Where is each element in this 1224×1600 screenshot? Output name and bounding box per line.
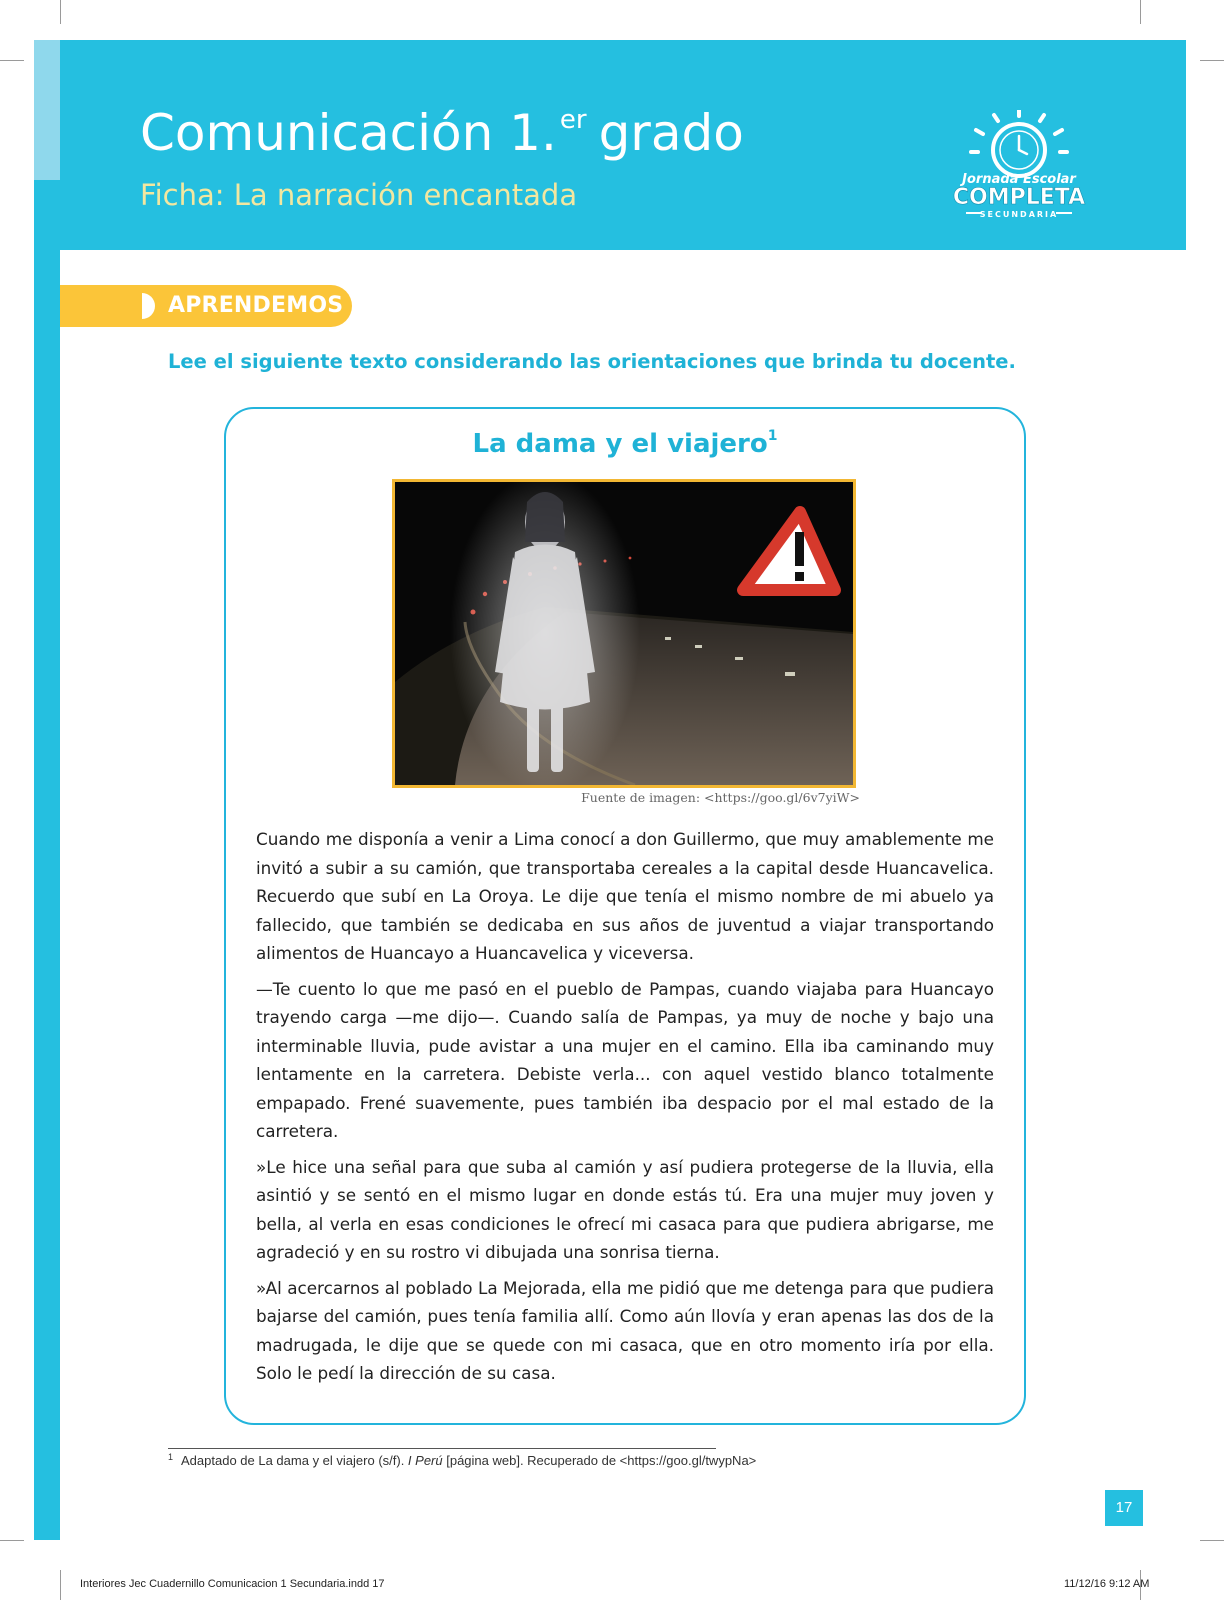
reading-instruction: Lee el siguiente texto considerando las orientaciones que brinda tu docente. <box>168 350 1016 373</box>
story-paragraph: »Le hice una señal para que suba al camión y así pudiera protegerse de la lluvia, ella asintió y se sentó en el mismo lugar en donde estás tú. Era una mujer muy joven y bella, al verla en esas condiciones le ofrecí mi casaca para que pudiera abrigarse, me agradeció y en su rostro vi dibujada una sonrisa tierna. <box>256 1156 994 1262</box>
page-number: 17 <box>1105 1490 1143 1526</box>
page-subtitle: Ficha: La narración encantada <box>140 178 578 212</box>
logo-line-3: SECUNDARIA <box>979 210 1059 219</box>
crop-mark <box>1140 0 1141 24</box>
story-title-text: La dama y el viajero <box>472 429 768 459</box>
crop-mark <box>0 60 24 61</box>
crop-mark <box>60 1570 61 1600</box>
crop-mark <box>60 0 61 24</box>
sun-clock-icon <box>971 110 1067 176</box>
logo-line-2: COMPLETA <box>952 185 1086 210</box>
jornada-escolar-logo <box>944 110 1094 225</box>
story-title <box>224 428 1026 459</box>
footnote-text: Adaptado de La dama y el viajero (s/f). <box>181 1453 408 1468</box>
story-title-footnote-ref: 1 <box>767 428 778 444</box>
page-title-tail: grado <box>598 104 744 162</box>
print-slug-date: 11/12/16 9:12 AM <box>1064 1578 1150 1590</box>
page-title-sup: er <box>559 105 587 135</box>
page-title <box>140 104 744 162</box>
story-illustration <box>392 479 856 788</box>
ghost-road-photo <box>395 482 853 785</box>
logo-line-1: Jornada Escolar <box>962 172 1076 187</box>
crop-mark <box>1200 60 1224 61</box>
left-margin-bar-accent <box>34 40 60 180</box>
footnote-source-title: I Perú <box>407 1453 443 1468</box>
print-slug-file: Interiores Jec Cuadernillo Comunicacion 1 Secundaria.indd 17 <box>80 1578 385 1590</box>
footnote-divider <box>168 1448 716 1449</box>
footnote <box>168 1452 756 1468</box>
section-label: APRENDEMOS <box>168 293 344 318</box>
footnote-number: 1 <box>168 1452 174 1462</box>
story-paragraph: »Al acercarnos al poblado La Mejorada, ella me pidió que me detenga para que pudiera bajarse del camión, pues tenía familia allí. Como aún llovía y eran apenas las dos de la madrugada, le dije que se quede con mi casaca, que en otro momento iría por ella. Solo le pedí la dirección de su casa. <box>256 1277 994 1383</box>
story-paragraph: —Te cuento lo que me pasó en el pueblo de Pampas, cuando viajaba para Huancayo trayendo carga —me dijo—. Cuando salía de Pampas, ya muy de noche y bajo una interminable lluvia, pude avistar a una mujer en el camino. Ella iba caminando muy lentamente en la carretera. Debiste verla... con aquel vestido blanco totalmente empapado. Frené suavemente, pues también iba despacio por el mal estado de la carretera. <box>256 978 994 1141</box>
story-paragraph: Cuando me disponía a venir a Lima conocí a don Guillermo, que muy amablemente me invitó a subir a su camión, que transportaba cereales a la capital desde Huancavelica. Recuerdo que subí en La Oroya. Le dije que tenía el mismo nombre de mi abuelo ya fallecido, que también se dedicaba en sus años de juventud a viajar transportando alimentos de Huancayo a Huancavelica y viceversa. <box>256 829 994 963</box>
story-body <box>256 825 994 1395</box>
left-margin-bar <box>34 40 60 1540</box>
footnote-text-end: [página web]. Recuperado de <https://goo.gl/twypNa> <box>442 1453 757 1468</box>
image-source-caption: Fuente de imagen: <https://goo.gl/6v7yiW> <box>581 790 860 805</box>
crop-mark <box>0 1540 24 1541</box>
crop-mark <box>1200 1540 1224 1541</box>
page-title-main: Comunicación 1. <box>140 104 557 162</box>
